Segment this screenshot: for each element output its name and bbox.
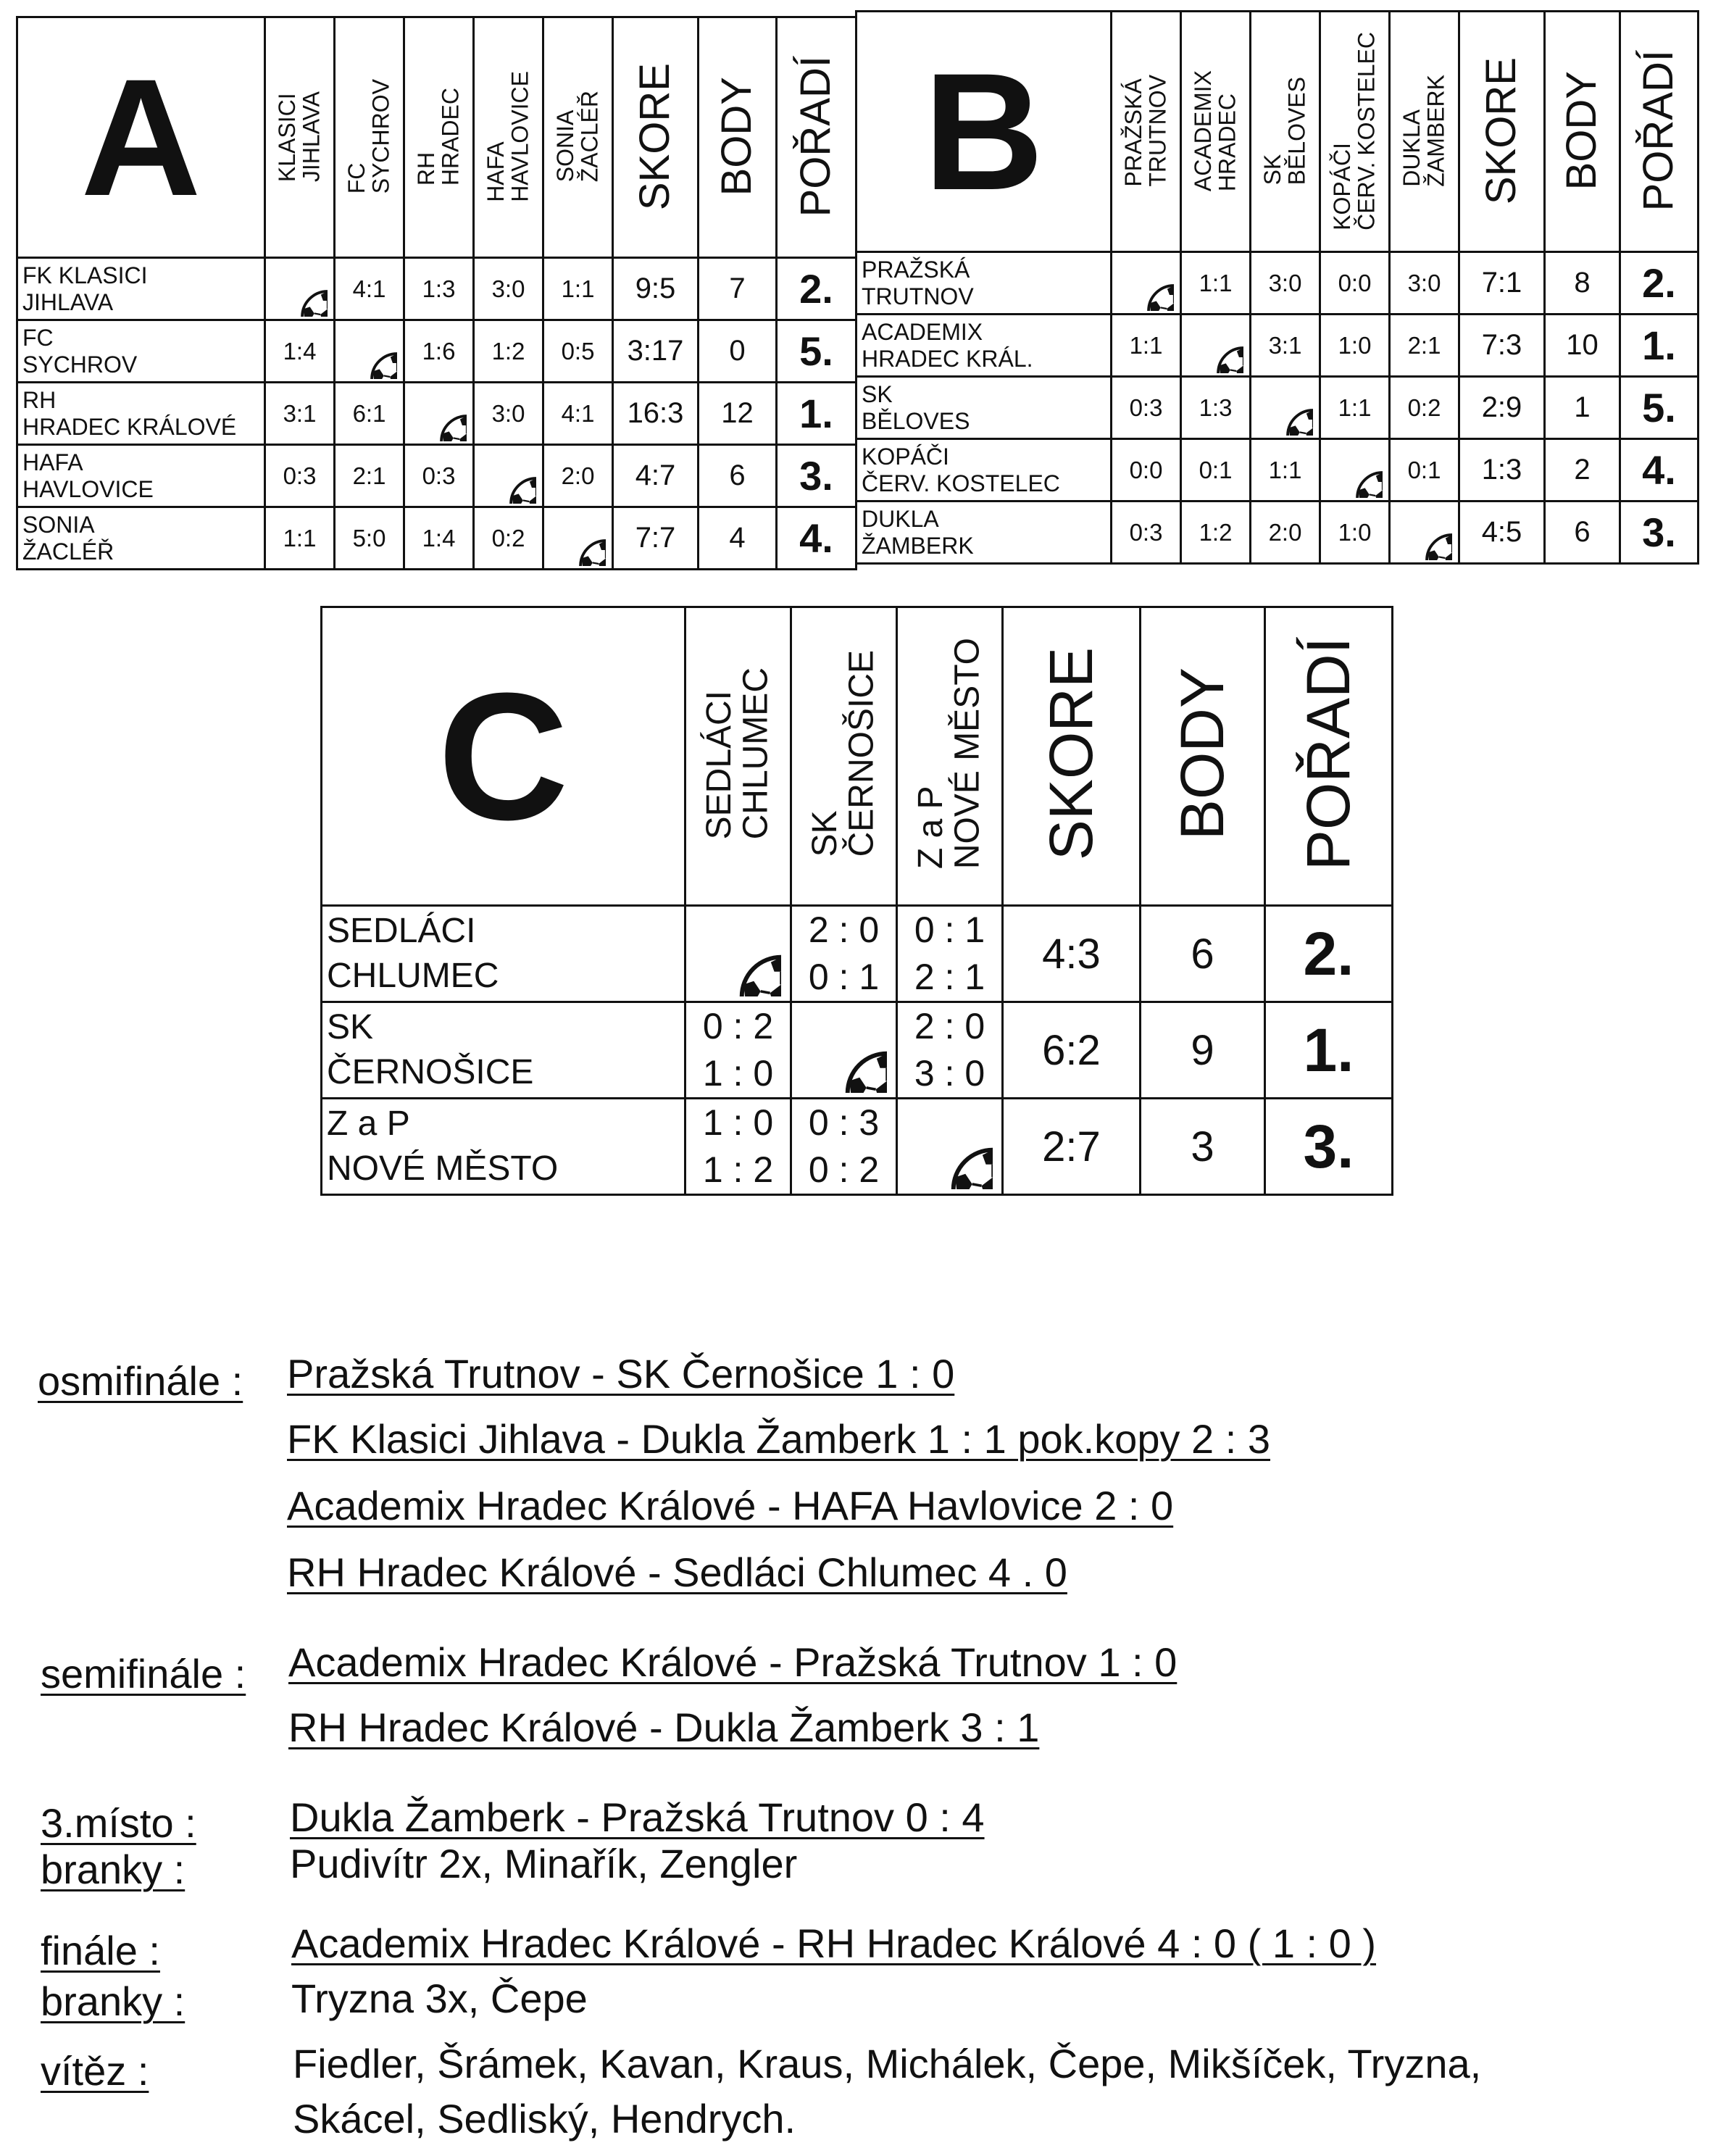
column-header: RH HRADEC — [404, 17, 474, 258]
winner-players: Skácel, Sedliský, Hendrych. — [293, 2096, 796, 2142]
result-cell: 0:3 — [404, 445, 474, 507]
rank-cell: 5. — [777, 320, 856, 383]
column-header: Z a P NOVÉ MĚSTO — [897, 607, 1003, 906]
score-header: SKORE — [613, 17, 699, 258]
points-cell: 6 — [1141, 906, 1265, 1002]
rank-cell: 2. — [777, 258, 856, 320]
rank-cell: 1. — [777, 383, 856, 445]
rank-cell: 3. — [777, 445, 856, 507]
result-cell: 1:2 — [474, 320, 543, 383]
score-cell: 16:3 — [613, 383, 699, 445]
semifinale-match: Academix Hradec Králové - Pražská Trutnov 1 : 0 — [288, 1639, 1178, 1685]
result-cell: 1 : 0 1 : 2 — [685, 1099, 791, 1195]
result-cell: 0:1 — [1390, 439, 1459, 501]
osmifinale-label: osmifinále : — [38, 1358, 243, 1404]
third-place-scorers-label: branky : — [41, 1847, 186, 1892]
result-cell: 1:1 — [265, 507, 335, 570]
third-place-match: Dukla Žamberk - Pražská Trutnov 0 : 4 — [290, 1794, 985, 1840]
column-header: SONIA ŽACLÉŘ — [543, 17, 613, 258]
group-letter: C — [322, 607, 685, 906]
team-name: KOPÁČI ČERV. KOSTELEC — [856, 439, 1112, 501]
points-cell: 6 — [1545, 501, 1620, 564]
points-cell: 7 — [699, 258, 777, 320]
score-header: SKORE — [1003, 607, 1141, 906]
score-header: SKORE — [1459, 12, 1545, 252]
semifinale-match: RH Hradec Králové - Dukla Žamberk 3 : 1 — [288, 1705, 1040, 1750]
rank-cell: 4. — [777, 507, 856, 570]
result-cell: 1:4 — [265, 320, 335, 383]
rank-cell: 1. — [1265, 1002, 1393, 1099]
result-cell: 3:0 — [474, 383, 543, 445]
group-letter: A — [17, 17, 265, 258]
score-cell: 1:3 — [1459, 439, 1545, 501]
result-cell: 1:2 — [1181, 501, 1251, 564]
score-cell: 3:17 — [613, 320, 699, 383]
team-name: SONIA ŽACLÉŘ — [17, 507, 265, 570]
points-cell: 0 — [699, 320, 777, 383]
result-cell: 2 : 0 0 : 1 — [791, 906, 897, 1002]
score-cell: 7:1 — [1459, 252, 1545, 315]
result-cell: 1:1 — [1251, 439, 1320, 501]
score-cell: 6:2 — [1003, 1002, 1141, 1099]
points-cell: 1 — [1545, 377, 1620, 439]
osmifinale-match: RH Hradec Králové - Sedláci Chlumec 4 . 0 — [287, 1549, 1067, 1595]
result-cell: 6:1 — [335, 383, 404, 445]
team-name: PRAŽSKÁ TRUTNOV — [856, 252, 1112, 315]
team-name: SK BĚLOVES — [856, 377, 1112, 439]
score-cell: 4:5 — [1459, 501, 1545, 564]
result-cell: 0 : 1 2 : 1 — [897, 906, 1003, 1002]
team-name: SK ČERNOŠICE — [322, 1002, 685, 1099]
result-cell: 1:3 — [1181, 377, 1251, 439]
rank-cell: 3. — [1265, 1099, 1393, 1195]
rank-cell: 2. — [1620, 252, 1699, 315]
result-cell: 0:2 — [474, 507, 543, 570]
final-scorers-label: branky : — [41, 1978, 186, 2024]
winner-label: vítěz : — [41, 2048, 149, 2094]
team-name: FC SYCHROV — [17, 320, 265, 383]
result-cell: 3:0 — [474, 258, 543, 320]
score-cell: 9:5 — [613, 258, 699, 320]
result-cell: 1:6 — [404, 320, 474, 383]
result-cell: 0:0 — [1112, 439, 1181, 501]
result-cell: 3:0 — [1251, 252, 1320, 315]
team-name: FK KLASICI JIHLAVA — [17, 258, 265, 320]
result-cell: 2:1 — [335, 445, 404, 507]
points-header: BODY — [1141, 607, 1265, 906]
result-cell: 0:3 — [1112, 377, 1181, 439]
result-cell: 0:2 — [1390, 377, 1459, 439]
score-cell: 2:7 — [1003, 1099, 1141, 1195]
result-cell: 2 : 0 3 : 0 — [897, 1002, 1003, 1099]
rank-cell: 5. — [1620, 377, 1699, 439]
result-cell: 3:0 — [1390, 252, 1459, 315]
winner-players: Fiedler, Šrámek, Kavan, Kraus, Michálek, Čepe, Mikšíček, Tryzna, — [293, 2041, 1482, 2086]
column-header: SK ČERNOŠICE — [791, 607, 897, 906]
column-header: SK BĚLOVES — [1251, 12, 1320, 252]
rank-header: POŘADÍ — [777, 17, 856, 258]
result-cell: 0:3 — [265, 445, 335, 507]
points-cell: 2 — [1545, 439, 1620, 501]
result-cell: 0 : 3 0 : 2 — [791, 1099, 897, 1195]
rank-cell: 3. — [1620, 501, 1699, 564]
points-cell: 8 — [1545, 252, 1620, 315]
points-header: BODY — [699, 17, 777, 258]
rank-cell: 1. — [1620, 315, 1699, 377]
result-cell: 1:1 — [1320, 377, 1390, 439]
result-cell: 2:1 — [1390, 315, 1459, 377]
result-cell: 0:5 — [543, 320, 613, 383]
osmifinale-match: Pražská Trutnov - SK Černošice 1 : 0 — [287, 1351, 955, 1397]
result-cell: 1:3 — [404, 258, 474, 320]
score-cell: 7:7 — [613, 507, 699, 570]
points-cell: 10 — [1545, 315, 1620, 377]
third-place-scorers: Pudivítr 2x, Minařík, Zengler — [290, 1841, 798, 1886]
osmifinale-match: Academix Hradec Králové - HAFA Havlovice 2 : 0 — [287, 1483, 1174, 1528]
result-cell: 2:0 — [543, 445, 613, 507]
column-header: KLASICI JIHLAVA — [265, 17, 335, 258]
team-name: ACADEMIX HRADEC KRÁL. — [856, 315, 1112, 377]
score-cell: 4:7 — [613, 445, 699, 507]
column-header: KOPÁČI ČERV. KOSTELEC — [1320, 12, 1390, 252]
result-cell: 0:3 — [1112, 501, 1181, 564]
column-header: DUKLA ŽAMBERK — [1390, 12, 1459, 252]
column-header: SEDLÁCI CHLUMEC — [685, 607, 791, 906]
final-label: finále : — [41, 1928, 160, 1973]
score-cell: 4:3 — [1003, 906, 1141, 1002]
rank-header: POŘADÍ — [1265, 607, 1393, 906]
result-cell: 1:1 — [1181, 252, 1251, 315]
result-cell: 0:1 — [1181, 439, 1251, 501]
result-cell: 0 : 2 1 : 0 — [685, 1002, 791, 1099]
result-cell: 3:1 — [265, 383, 335, 445]
points-cell: 6 — [699, 445, 777, 507]
result-cell: 1:0 — [1320, 315, 1390, 377]
score-cell: 7:3 — [1459, 315, 1545, 377]
points-cell: 9 — [1141, 1002, 1265, 1099]
column-header: FC SYCHROV — [335, 17, 404, 258]
result-cell: 1:1 — [1112, 315, 1181, 377]
result-cell: 1:1 — [543, 258, 613, 320]
final-match: Academix Hradec Králové - RH Hradec Králové 4 : 0 ( 1 : 0 ) — [291, 1920, 1377, 1966]
osmifinale-match: FK Klasici Jihlava - Dukla Žamberk 1 : 1 pok.kopy 2 : 3 — [287, 1416, 1270, 1462]
column-header: HAFA HAVLOVICE — [474, 17, 543, 258]
points-cell: 3 — [1141, 1099, 1265, 1195]
team-name: SEDLÁCI CHLUMEC — [322, 906, 685, 1002]
group-letter: B — [856, 12, 1112, 252]
points-cell: 4 — [699, 507, 777, 570]
team-name: HAFA HAVLOVICE — [17, 445, 265, 507]
result-cell: 2:0 — [1251, 501, 1320, 564]
column-header: PRAŽSKÁ TRUTNOV — [1112, 12, 1181, 252]
third-place-label: 3.místo : — [41, 1800, 196, 1846]
result-cell: 3:1 — [1251, 315, 1320, 377]
score-cell: 2:9 — [1459, 377, 1545, 439]
result-cell: 4:1 — [335, 258, 404, 320]
rank-header: POŘADÍ — [1620, 12, 1699, 252]
semifinale-label: semifinále : — [41, 1651, 246, 1697]
column-header: ACADEMIX HRADEC — [1181, 12, 1251, 252]
team-name: Z a P NOVÉ MĚSTO — [322, 1099, 685, 1195]
points-cell: 12 — [699, 383, 777, 445]
rank-cell: 2. — [1265, 906, 1393, 1002]
final-scorers: Tryzna 3x, Čepe — [291, 1976, 588, 2021]
result-cell: 0:0 — [1320, 252, 1390, 315]
result-cell: 1:4 — [404, 507, 474, 570]
team-name: DUKLA ŽAMBERK — [856, 501, 1112, 564]
result-cell: 4:1 — [543, 383, 613, 445]
team-name: RH HRADEC KRÁLOVÉ — [17, 383, 265, 445]
result-cell: 5:0 — [335, 507, 404, 570]
result-cell: 1:0 — [1320, 501, 1390, 564]
points-header: BODY — [1545, 12, 1620, 252]
rank-cell: 4. — [1620, 439, 1699, 501]
